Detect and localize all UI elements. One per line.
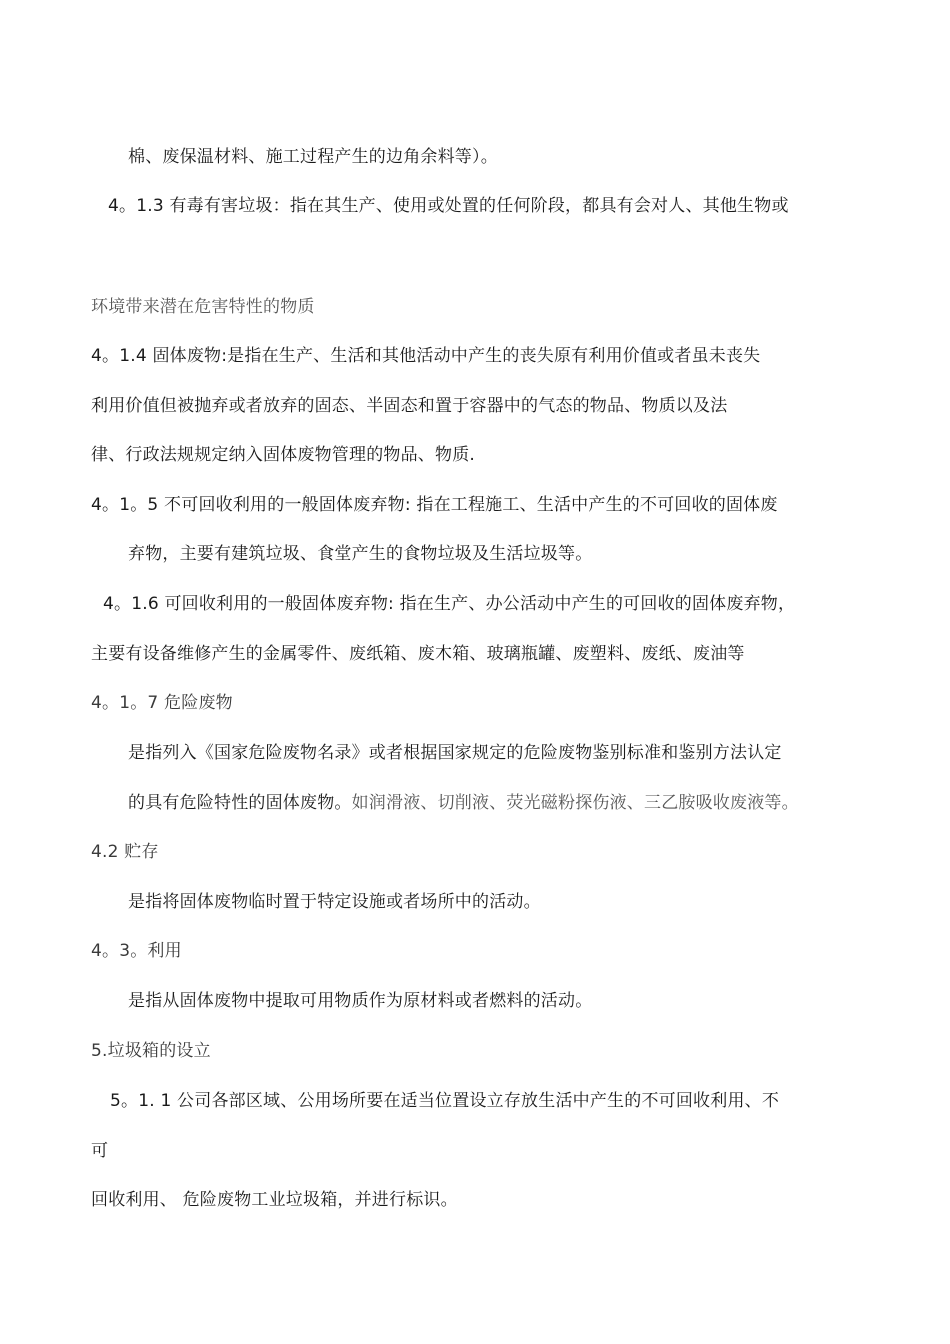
text-line-6: 律、行政法规规定纳入固体废物管理的物品、物质. xyxy=(91,445,476,465)
text-line-2: 4。1.3 有毒有害垃圾：指在其生产、使用或处置的任何阶段，都具有会对人、其他生物或 xyxy=(108,196,789,216)
text-line-15: 是指将固体废物临时置于特定设施或者场所中的活动。 xyxy=(128,892,541,912)
text-line-14: 4.2 贮存 xyxy=(91,842,159,862)
text-line-16: 4。3。利用 xyxy=(91,941,182,961)
text-line-11: 4。1。7 危险废物 xyxy=(91,693,233,713)
text-line-19: 5。1. 1 公司各部区域、公用场所要在适当位置设立存放生活中产生的不可回收利用、不 xyxy=(110,1091,780,1111)
text-line-17: 是指从固体废物中提取可用物质作为原材料或者燃料的活动。 xyxy=(128,991,593,1011)
text-line-13-part-1: 的具有危险特性的固体废物。 xyxy=(128,793,352,813)
text-line-4: 4。1.4 固体废物:是指在生产、生活和其他活动中产生的丧失原有利用价值或者虽未丧失 xyxy=(91,346,761,366)
text-line-8: 弃物，主要有建筑垃圾、食堂产生的食物垃圾及生活垃圾等。 xyxy=(128,544,593,564)
text-line-3: 环境带来潜在危害特性的物质 xyxy=(91,297,315,317)
text-line-10: 主要有设备维修产生的金属零件、废纸箱、废木箱、玻璃瓶罐、废塑料、废纸、废油等 xyxy=(91,644,745,664)
text-line-5: 利用价值但被抛弃或者放弃的固态、半固态和置于容器中的气态的物品、物质以及法 xyxy=(91,396,728,416)
text-line-21: 回收利用、 危险废物工业垃圾箱，并进行标识。 xyxy=(91,1190,458,1210)
text-line-9: 4。1.6 可回收利用的一般固体废弃物: 指在生产、办公活动中产生的可回收的固体废弃物， xyxy=(103,594,796,614)
text-line-13 xyxy=(128,791,799,815)
text-line-1: 棉、废保温材料、施工过程产生的边角余料等）。 xyxy=(128,147,498,167)
text-line-20: 可 xyxy=(91,1141,109,1161)
text-line-13-part-2: 如润滑液、切削液、荧光磁粉探伤液、三乙胺吸收废液等。 xyxy=(351,793,799,813)
text-line-18: 5.垃圾箱的设立 xyxy=(91,1041,211,1061)
text-line-7: 4。1。5 不可回收利用的一般固体废弃物: 指在工程施工、生活中产生的不可回收的固体废 xyxy=(91,495,778,515)
text-line-12: 是指列入《国家危险废物名录》或者根据国家规定的危险废物鉴别标准和鉴别方法认定 xyxy=(128,743,782,763)
